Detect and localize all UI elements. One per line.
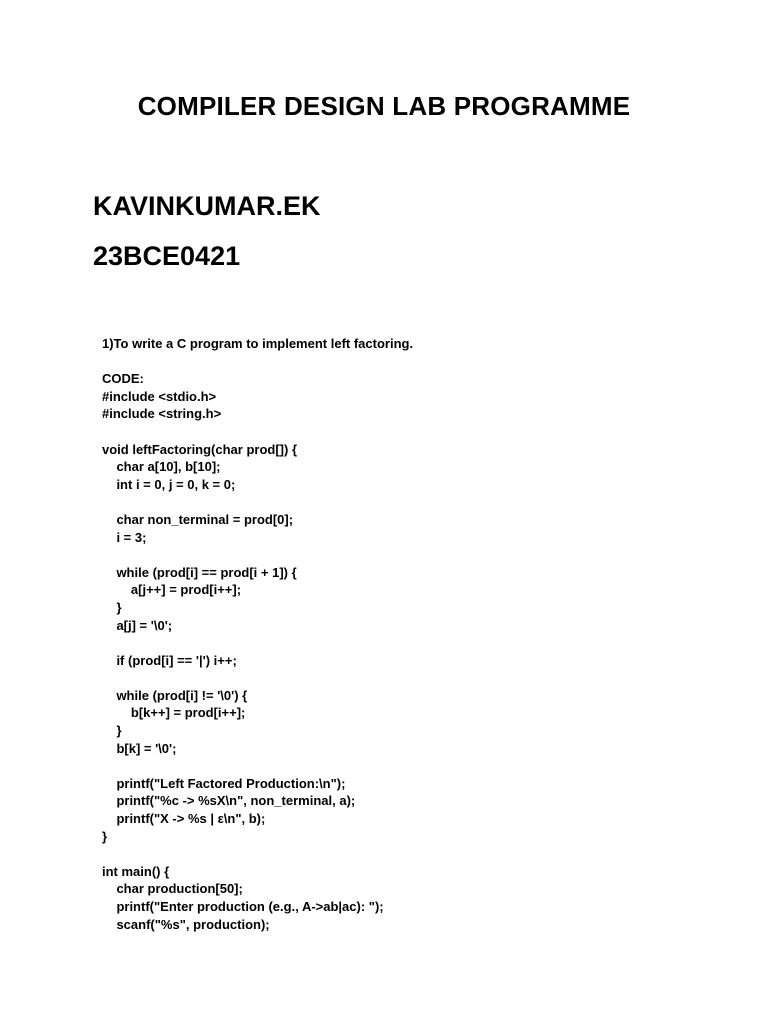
code-line: while (prod[i] != '\0') {: [102, 687, 248, 703]
code-line: scanf("%s", production);: [102, 916, 270, 932]
code-line: void leftFactoring(char prod[]) {: [102, 441, 297, 457]
code-line: printf("Enter production (e.g., A->ab|ac): ");: [102, 899, 384, 914]
code-line: b[k++] = prod[i++];: [102, 705, 246, 721]
code-line: a[j] = '\0';: [102, 617, 173, 633]
code-block: [102, 388, 742, 933]
code-line: int i = 0, j = 0, k = 0;: [102, 476, 236, 492]
code-line: #include <stdio.h>: [102, 388, 217, 404]
code-line: b[k] = '\0';: [102, 740, 177, 756]
code-line: }: [102, 599, 122, 615]
code-line: [102, 634, 742, 652]
code-line: printf("%c -> %sX\n", non_terminal, a);: [102, 793, 356, 809]
code-line: [102, 669, 742, 687]
code-heading: CODE:: [102, 371, 144, 387]
code-line: while (prod[i] == prod[i + 1]) {: [102, 564, 297, 580]
blank-line: [102, 353, 742, 371]
code-line: [102, 493, 742, 511]
code-line: int main() {: [102, 863, 170, 879]
code-line: a[j++] = prod[i++];: [102, 582, 242, 598]
code-line: if (prod[i] == '|') i++;: [102, 652, 237, 668]
code-line: [102, 845, 742, 863]
code-line: [102, 757, 742, 775]
code-line: [102, 546, 742, 564]
question-text: 1)To write a C program to implement left factoring.: [102, 336, 414, 351]
code-line: printf("Left Factored Production:\n");: [102, 775, 346, 791]
document-body: [102, 335, 742, 933]
document-title: COMPILER DESIGN LAB PROGRAMME: [137, 91, 631, 121]
author-id: 23BCE0421: [93, 241, 241, 271]
code-line: char production[50];: [102, 881, 243, 897]
code-line: char a[10], b[10];: [102, 459, 221, 475]
code-line: #include <string.h>: [102, 406, 222, 422]
code-line: }: [102, 828, 108, 844]
code-line: i = 3;: [102, 529, 147, 545]
code-line: printf("X -> %s | ε\n", b);: [102, 811, 266, 827]
code-line: [102, 423, 742, 441]
code-line: char non_terminal = prod[0];: [102, 511, 294, 527]
author-name: KAVINKUMAR.EK: [93, 191, 321, 221]
code-line: }: [102, 723, 122, 739]
